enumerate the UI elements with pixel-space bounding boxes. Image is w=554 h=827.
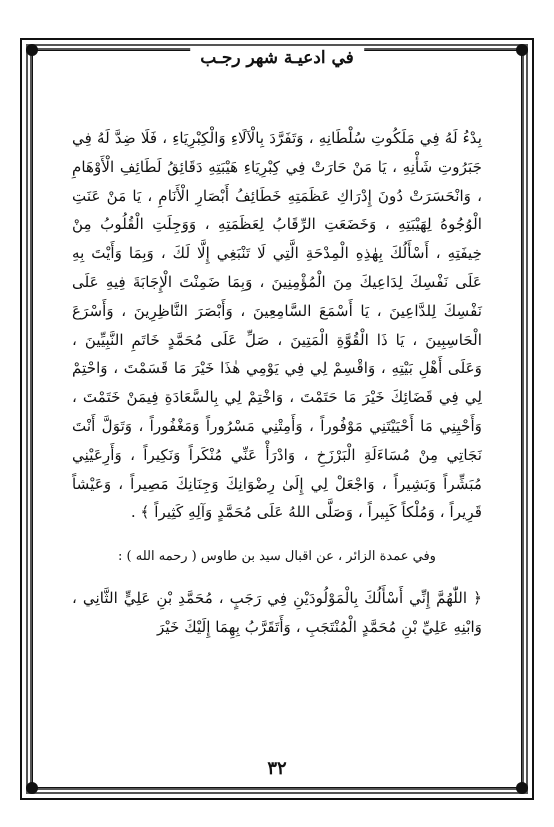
corner-ornament-top-left xyxy=(26,44,38,56)
paragraph-source: وفي عمدة الزائر ، عن اقبال سيد بن طاوس ( رحمه الله ) : xyxy=(118,549,436,565)
corner-ornament-bottom-right xyxy=(516,782,528,794)
page-number: ٣٢ xyxy=(253,758,300,779)
corner-ornament-top-right xyxy=(516,44,528,56)
prayer-text xyxy=(72,124,482,642)
paragraph-main: بِدْءُ لَهُ فِي مَلَكُوتِ سُلْطَانِهِ ، وَتَفَرَّدَ بِالْآلَاءِ وَالْكِبْرِيَاءِ ، فَلَا ضِدَّ لَهُ فِي جَبَرُوتِ شَأْنِهِ ، يَا مَنْ حَارَتْ فِي كِبْرِيَاءِ هَيْبَتِهِ دَقَائِقُ لَطَائِفِ الْأَوْهَامِ ، وَانْحَسَرَتْ دُونَ إِدْرَاكِ عَظَمَتِهِ خَطَائِفُ أَبْصَارِ الْأَنَامِ ، يَا مَنْ عَنَتِ الْوُجُوهُ لِهَيْبَتِهِ ، وَخَضَعَتِ الرِّقَابُ لِعَظَمَتِهِ ، وَوَجِلَتِ الْقُلُوبُ مِنْ خِيفَتِهِ ، أَسْأَلُكَ بِهٰذِهِ الْمِدْحَةِ الَّتِي لَا تَنْبَغِي إِلَّا لَكَ ، وَبِمَا وَأَيْتَ بِهِ عَلَى نَفْسِكَ لِدَاعِيكَ مِنَ الْمُؤْمِنِينَ ، وَبِمَا ضَمِنْتَ الْإِجَابَةَ فِيهِ عَلَى نَفْسِكَ لِلدَّاعِينَ ، يَا أَسْمَعَ السَّامِعِينَ ، وَأَبْصَرَ النَّاظِرِينَ ، وَأَسْرَعَ الْحَاسِبِينَ ، يَا ذَا الْقُوَّةِ الْمَتِينَ ، صَلِّ عَلَى مُحَمَّدٍ خَاتَمِ النَّبِيِّينَ ، وَعَلَى أَهْلِ بَيْتِهِ ، وَاقْسِمْ لِي فِي يَوْمِي هٰذَا خَيْرَ مَا قَسَمْتَ ، وَاحْتِمْ لِي فِي قَضَائِكَ خَيْرَ مَا حَتَمْتَ ، وَاخْتِمْ لِي بِالسَّعَادَةِ فِيمَنْ خَتَمْتَ ، وَأَحْيِنِي مَا أَحْيَيْتَنِي مَوْفُوراً ، وَأَمِتْنِي مَسْرُوراً وَمَغْفُوراً ، وَتَوَلَّ أَنْتَ نَجَاتِي مِنْ مُسَاءَلَةِ الْبَرْزَخِ ، وَادْرَأْ عَنِّي مُنْكَراً وَنَكِيراً ، وَأَرِعَيْنِي مُبَشِّراً وَبَشِيراً ، وَاجْعَلْ لِي إِلَىٰ رِضْوَانِكَ وَجِنَانِكَ مَصِيراً ، وَعَيْشاً قَرِيراً ، وَمُلْكاً كَبِيراً ، وَصَلَّى اللهُ عَلَى مُحَمَّدٍ وَآلِهِ كَثِيراً ﴾ . xyxy=(72,129,482,522)
paragraph-prayer: ﴿ اللّٰهُمَّ إِنِّي أَسْأَلُكَ بِالْمَوْلُودَيْنِ فِي رَجَبٍ ، مُحَمَّدِ بْنِ عَلِيٍّ الثَّانِي ، وَابْنِهِ عَلِيِّ بْنِ مُحَمَّدٍ الْمُنْتَجَبِ ، وَأَتَقَرَّبُ بِهِمَا إِلَيْكَ خَيْرَ xyxy=(72,588,482,636)
corner-ornament-bottom-left xyxy=(26,782,38,794)
running-header: في ادعيـة شهر رجـب xyxy=(190,48,364,68)
